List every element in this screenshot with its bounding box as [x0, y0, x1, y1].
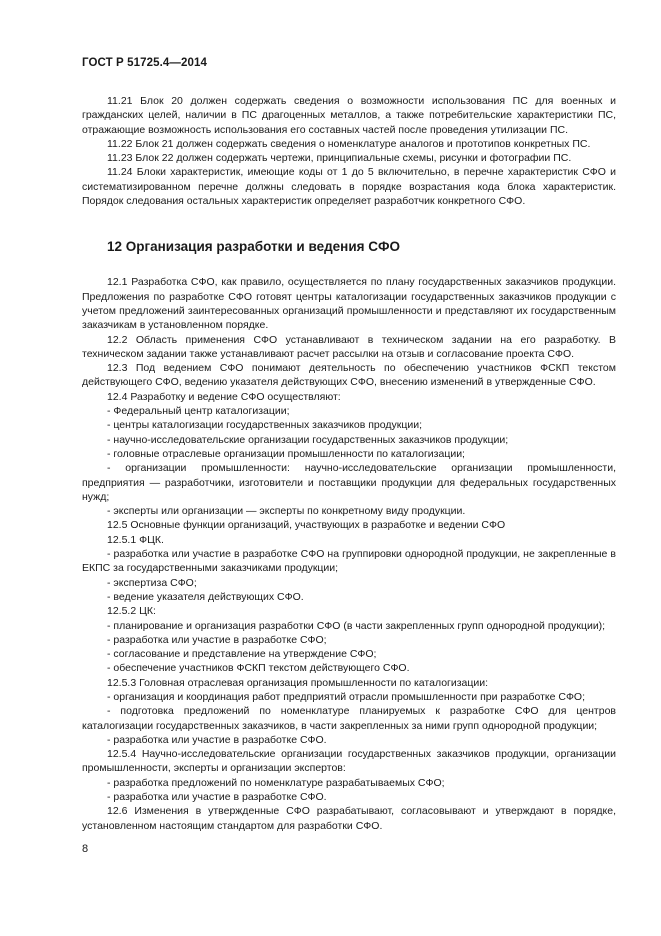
list-item: - ведение указателя действующих СФО.	[107, 590, 304, 603]
paragraph-12-4: 12.4 Разработку и ведение СФО осуществляют:	[107, 390, 341, 403]
paragraph-12-2: 12.2 Область применения СФО устанавливают в техническом задании на его разработку. В техническом задании также устанавливают расчет рассылки на отзыв и согласование проекта СФО.	[82, 333, 616, 360]
document-body	[82, 94, 616, 833]
paragraph-11-21: 11.21 Блок 20 должен содержать сведения о возможности использования ПС для военных и гражданских целей, наличии в ПС драгоценных металлов, а также потребительские характеристики ПС, отражающие возможность использования его составных частей после проведения утилизации ПС.	[82, 95, 616, 136]
list-item: - согласование и представление на утверждение СФО;	[107, 648, 377, 661]
paragraph-12-5-3: 12.5.3 Головная отраслевая организация промышленности по каталогизации:	[107, 676, 489, 689]
list-item: - разработка или участие в разработке СФО.	[107, 733, 327, 746]
paragraph-11-24: 11.24 Блоки характеристик, имеющие коды от 1 до 5 включительно, в перечне характеристик СФО и систематизированном перечне должны следовать в порядке возрастания кода блока характеристик. Порядок следования остальных характеристик определяет разработчик конкретного СФО.	[82, 166, 616, 208]
list-item: - организация и координация работ предприятий отрасли промышленности при разработке СФО;	[107, 690, 586, 703]
paragraph-12-5-2: 12.5.2 ЦК:	[107, 605, 156, 618]
paragraph-12-3: 12.3 Под ведением СФО понимают деятельность по обеспечению участников ФСКП текстом действующего СФО, ведению указателя действующих СФО, внесению изменений в утвержденные СФО.	[82, 362, 616, 389]
list-item: - разработка или участие в разработке СФО;	[107, 633, 327, 646]
list-item: - научно-исследовательские организации государственных заказчиков продукции;	[107, 433, 509, 446]
list-item: - планирование и организация разработки СФО (в части закрепленных групп однородной продукции);	[107, 619, 606, 632]
list-item: - экспертиза СФО;	[107, 576, 197, 589]
paragraph-12-5-1: 12.5.1 ФЦК.	[107, 533, 164, 546]
paragraph-12-1: 12.1 Разработка СФО, как правило, осуществляется по плану государственных заказчиков продукции. Предложения по разработке СФО готовят центры каталогизации государственных заказчиков продукции с учетом предложений заинтересованных организаций промышленности и представляют их государственным заказчикам в установленном порядке.	[82, 276, 616, 332]
list-item: - обеспечение участников ФСКП текстом действующего СФО.	[107, 662, 410, 675]
paragraph-11-23: 11.23 Блок 22 должен содержать чертежи, принципиальные схемы, рисунки и фотографии ПС.	[107, 152, 572, 165]
list-item: - разработка или участие в разработке СФО.	[107, 791, 327, 804]
list-item: - подготовка предложений по номенклатуре планируемых к разработке СФО для центров каталогизации государственных заказчиков, в части закрепленных за ними групп однородной продукции;	[82, 705, 616, 732]
list-item: - эксперты или организации — эксперты по конкретному виду продукции.	[107, 505, 466, 518]
page-number: 8	[82, 843, 89, 855]
paragraph-12-6: 12.6 Изменения в утвержденные СФО разрабатывают, согласовывают и утверждают в порядке, установленном настоящим стандартом для разработки СФО.	[82, 805, 616, 832]
list-item: - центры каталогизации государственных заказчиков продукции;	[107, 419, 422, 432]
paragraph-12-5: 12.5 Основные функции организаций, участвующих в разработке и ведении СФО	[107, 519, 506, 532]
list-item: - разработка или участие в разработке СФО на группировки однородной продукции, не закрепленные в ЕКПС за государственными заказчиками продукции;	[82, 548, 616, 575]
paragraph-12-5-4: 12.5.4 Научно-исследовательские организации государственных заказчиков продукции, организации промышленности, эксперты и организации экспертов:	[82, 748, 616, 775]
paragraph-11-22: 11.22 Блок 21 должен содержать сведения о номенклатуре аналогов и прототипов конкретных ПС.	[107, 137, 591, 150]
document-header: ГОСТ Р 51725.4—2014	[82, 57, 207, 69]
list-item: - Федеральный центр каталогизации;	[107, 405, 290, 418]
block-main	[82, 275, 616, 833]
list-item: - организации промышленности: научно-исследовательские организации промышленности, предприятия — разработчики, изготовители и поставщики продукции для федеральных государственных нужд;	[82, 462, 616, 503]
list-item: - головные отраслевые организации промышленности по каталогизации;	[107, 447, 465, 460]
list-item: - разработка предложений по номенклатуре разрабатываемых СФО;	[107, 776, 445, 789]
section-heading: 12 Организация разработки и ведения СФО	[107, 239, 401, 255]
block-top	[82, 94, 616, 208]
